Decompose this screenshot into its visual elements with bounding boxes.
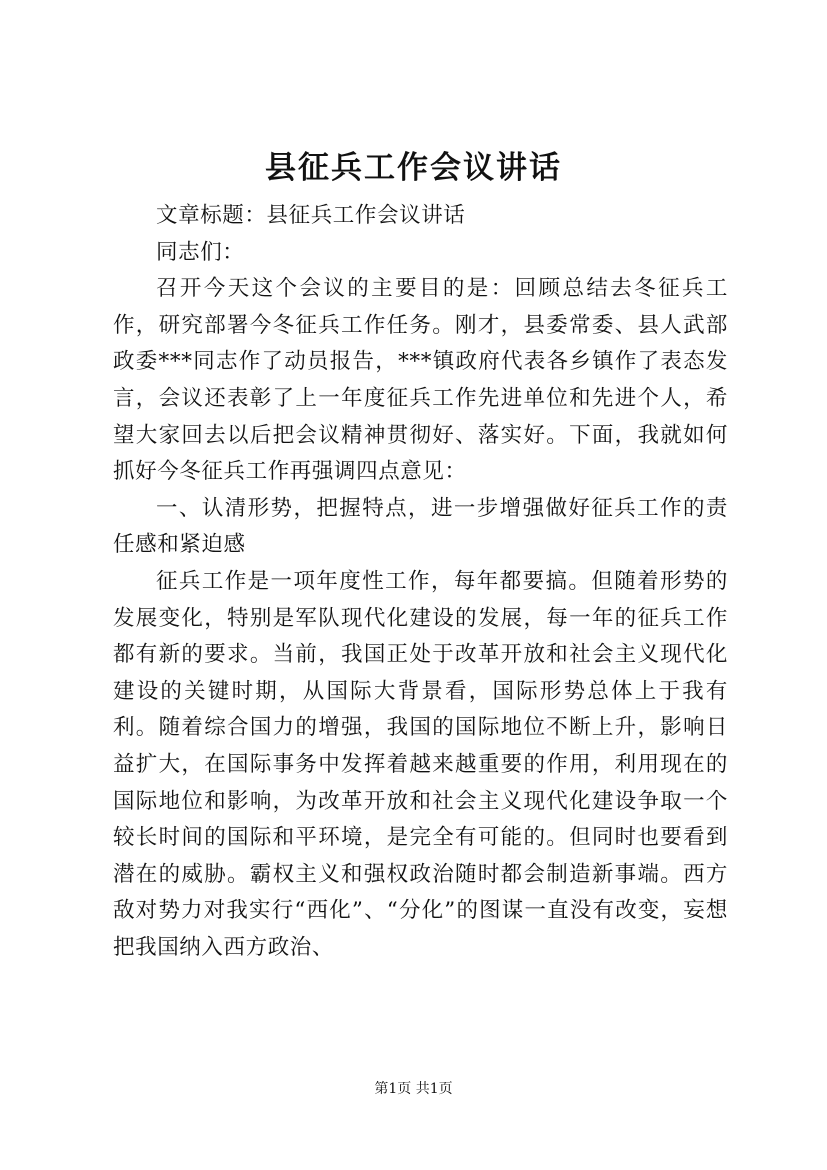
document-body (113, 198, 728, 966)
paragraph-intro: 召开今天这个会议的主要目的是：回顾总结去冬征兵工作，研究部署今冬征兵工作任务。刚才，县委常委、县人武部政委***同志作了动员报告，***镇政府代表各乡镇作了表态发言，会议还表彰了上一年度征兵工作先进单位和先进个人，希望大家回去以后把会议精神贯彻好、落实好。下面，我就如何抓好今冬征兵工作再强调四点意见： (113, 276, 728, 485)
section-heading-1: 一、认清形势，把握特点，进一步增强做好征兵工作的责任感和紧迫感 (113, 495, 728, 558)
salutation: 同志们： (156, 239, 245, 265)
document-title: 县征兵工作会议讲话 (265, 150, 562, 186)
article-title-line: 文章标题：县征兵工作会议讲话 (156, 203, 466, 228)
paragraph-situation: 征兵工作是一项年度性工作，每年都要搞。但随着形势的发展变化，特别是军队现代化建设的发展，每一年的征兵工作都有新的要求。当前，我国正处于改革开放和社会主义现代化建设的关键时期，从国际大背景看，国际形势总体上于我有利。随着综合国力的增强，我国的国际地位不断上升，影响日益扩大，在国际事务中发挥着越来越重要的作用，利用现在的国际地位和影响，为改革开放和社会主义现代化建设争取一个较长时间的国际和平环境，是完全有可能的。但同时也要看到潜在的威胁。霸权主义和强权政治随时都会制造新事端。西方敌对势力对我实行“西化”、“分化”的图谋一直没有改变，妄想把我国纳入西方政治、 (113, 568, 728, 960)
page-footer: 第1页 共1页 (374, 1081, 453, 1097)
